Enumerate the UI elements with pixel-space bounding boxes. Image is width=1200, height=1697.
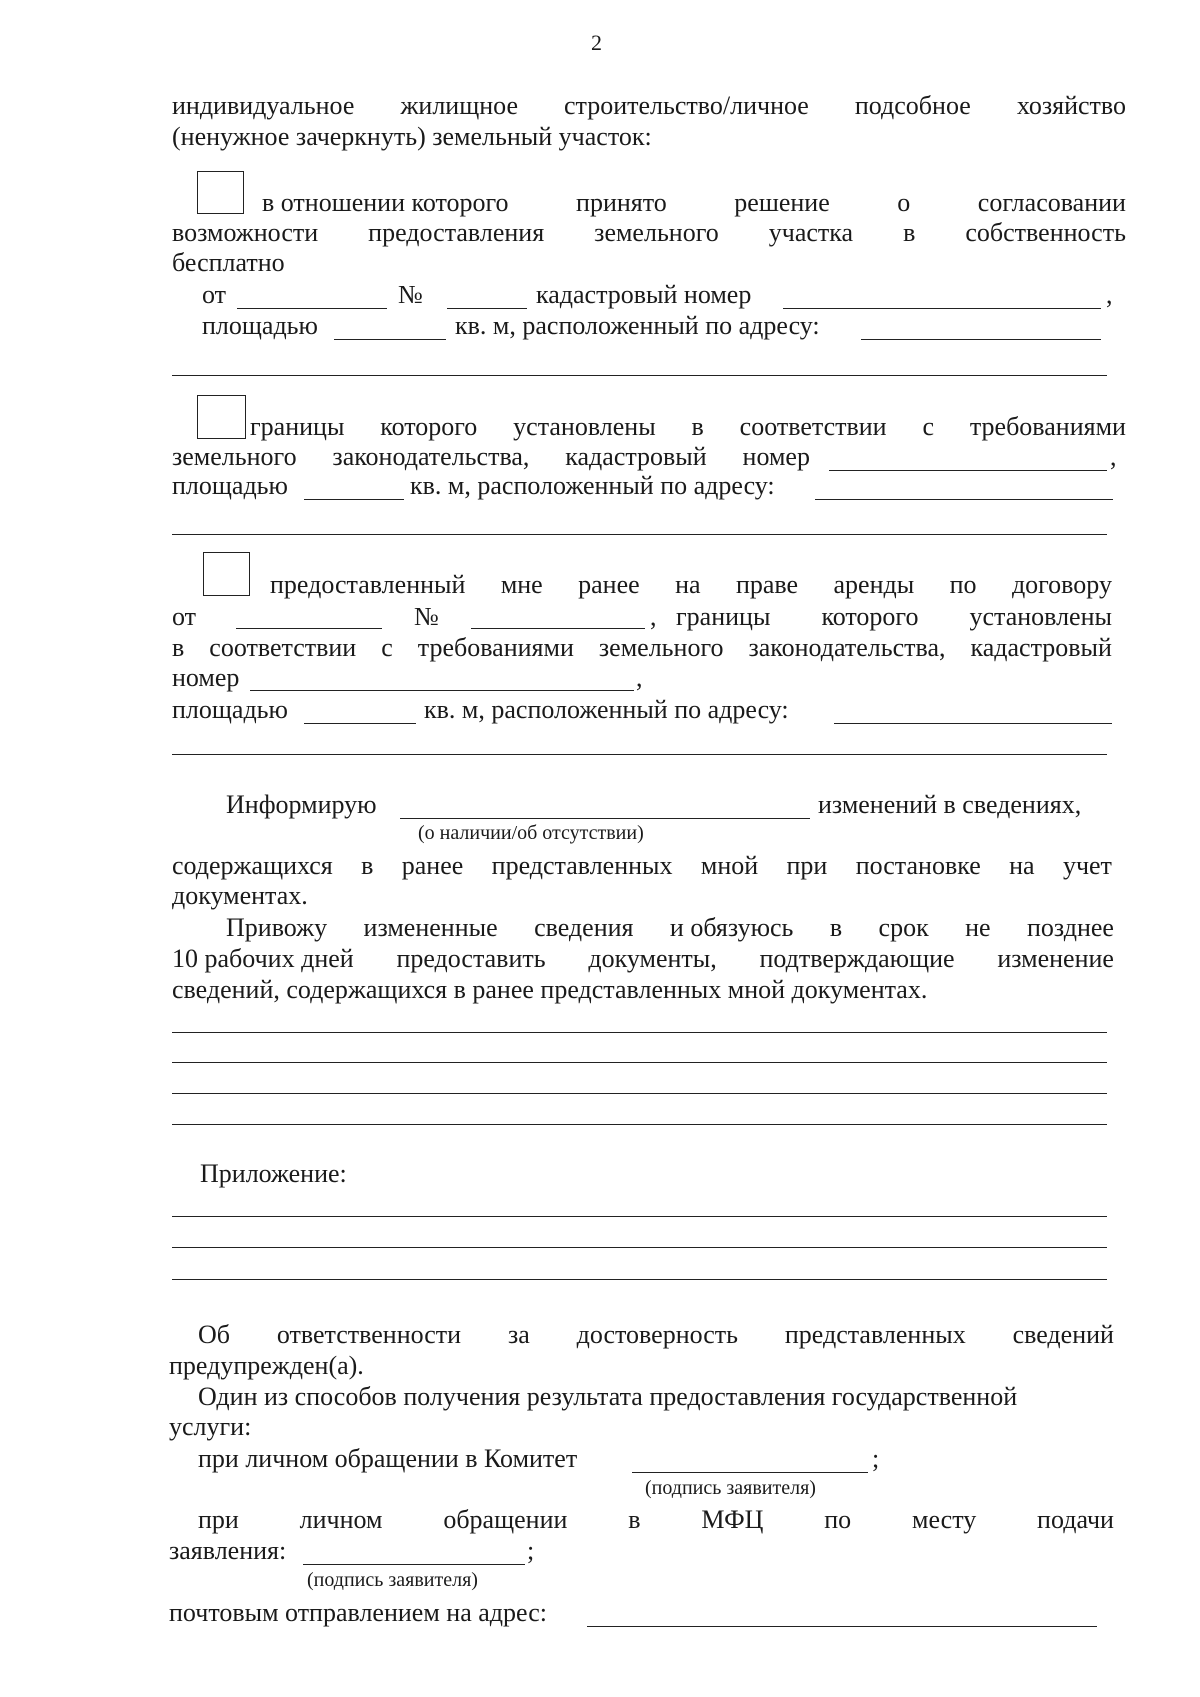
inform-line-3: документах. (172, 881, 308, 910)
intro-word: индивидуальное (172, 91, 355, 120)
provide-word: изменение (997, 944, 1114, 973)
responsibility-word: достоверность (576, 1320, 739, 1349)
provide-word: измененные (363, 913, 498, 942)
provide-word: в (829, 913, 843, 942)
inform-word: мной (700, 851, 759, 880)
inform-word: постановке (855, 851, 981, 880)
details-field-4[interactable] (172, 1124, 1107, 1125)
attachment-field-3[interactable] (172, 1279, 1107, 1280)
option-3-date-field[interactable] (236, 628, 382, 629)
option-3-line-3 (172, 635, 1112, 661)
page-number: 2 (591, 30, 602, 55)
option-3-word: кадастровый (970, 633, 1112, 662)
attachment-field-2[interactable] (172, 1247, 1107, 1248)
option-3-word: предоставленный (270, 570, 466, 599)
responsibility-word: Об (198, 1320, 231, 1349)
option-2-cadastral-field[interactable] (829, 470, 1107, 471)
provide-word: подтверждающие (759, 944, 955, 973)
option-3-word: законодательства, (748, 633, 946, 662)
committee-signature-caption: (подпись заявителя) (645, 1477, 816, 1499)
option-3-word: в (172, 633, 185, 662)
option-3-word: земельного (598, 633, 724, 662)
responsibility-word: представленных (784, 1320, 966, 1349)
mfc-signature-caption: (подпись заявителя) (307, 1569, 478, 1591)
intro-word: жилищное (400, 91, 518, 120)
option-3-line-2-tail (676, 604, 1112, 630)
inform-presence-field[interactable] (400, 818, 810, 819)
responsibility-line-2: предупрежден(а). (169, 1351, 364, 1380)
intro-word: хозяйство (1016, 91, 1126, 120)
postal-label: почтовым отправлением на адрес: (169, 1598, 547, 1627)
option-3-word: границы (676, 602, 771, 631)
intro-word: строительство/личное (564, 91, 809, 120)
responsibility-line-1 (198, 1322, 1114, 1348)
option-1-date-field[interactable] (237, 308, 387, 309)
option-3-address-label: кв. м, расположенный по адресу: (424, 695, 789, 724)
postal-address-field[interactable] (587, 1626, 1097, 1627)
application-label: заявления: (169, 1536, 287, 1565)
option-3-word: установлены (969, 602, 1112, 631)
option-2-word: которого (380, 412, 478, 441)
responsibility-word: сведений (1012, 1320, 1114, 1349)
mfc-word: обращении (443, 1505, 568, 1534)
option-1-checkbox[interactable] (197, 171, 244, 214)
provide-word: предоставить (396, 944, 546, 973)
details-field-3[interactable] (172, 1093, 1107, 1094)
inform-word: на (1009, 851, 1035, 880)
option-3-address-field[interactable] (834, 723, 1112, 724)
option-2-word: в (691, 412, 704, 441)
option-1-address-label: кв. м, расположенный по адресу: (455, 311, 820, 340)
provide-word: сведения (534, 913, 634, 942)
mfc-semicolon: ; (527, 1536, 535, 1565)
mfc-line (198, 1507, 1114, 1533)
intro-line-2: (ненужное зачеркнуть) земельный участок: (172, 122, 652, 151)
provide-word: 10 рабочих дней (172, 944, 354, 973)
option-1-word: земельного (594, 218, 719, 247)
option-1-cadastral-label: кадастровый номер (536, 280, 752, 309)
option-2-address-field[interactable] (815, 499, 1113, 500)
mfc-signature-field[interactable] (303, 1564, 525, 1565)
inform-caption: (о наличии/об отсутствии) (418, 822, 644, 844)
provide-word: не (965, 913, 991, 942)
option-2-comma: , (1110, 442, 1117, 471)
option-3-word: по (949, 570, 977, 599)
option-2-word: земельного (172, 442, 297, 471)
option-3-number-field[interactable] (471, 628, 645, 629)
option-1-word: о (897, 188, 911, 217)
option-3-line-1 (270, 572, 1112, 598)
option-2-word: установлены (513, 412, 656, 441)
inform-lead: Информирую (226, 790, 377, 819)
option-3-word: аренды (833, 570, 915, 599)
intro-word: подсобное (854, 91, 971, 120)
option-1-line-3: бесплатно (172, 248, 285, 277)
option-3-checkbox[interactable] (203, 552, 250, 596)
option-2-word: соответствии (739, 412, 887, 441)
responsibility-word: ответственности (276, 1320, 462, 1349)
option-1-number-field[interactable] (447, 308, 527, 309)
option-1-word: решение (734, 188, 830, 217)
option-1-word: в отношении которого (262, 188, 509, 217)
mfc-word: месту (912, 1505, 977, 1534)
delivery-way-line-1: Один из способов получения результата предоставления государственной (198, 1382, 1018, 1411)
provide-word: срок (878, 913, 929, 942)
option-2-line-2 (172, 444, 810, 470)
option-1-word: в (903, 218, 916, 247)
option-1-word: принято (576, 188, 667, 217)
details-field-1[interactable] (172, 1032, 1107, 1033)
option-3-word: договору (1011, 570, 1112, 599)
option-3-number-label: № (414, 602, 439, 631)
option-1-word: возможности (172, 218, 319, 247)
mfc-word: личном (299, 1505, 383, 1534)
option-3-word: ранее (578, 570, 640, 599)
option-3-word: мне (500, 570, 543, 599)
option-1-number-label: № (398, 280, 423, 309)
option-1-line-2 (172, 220, 1126, 246)
committee-label: при личном обращении в Комитет (198, 1444, 578, 1473)
option-3-from-label: от (172, 602, 197, 631)
provide-word: документы, (588, 944, 717, 973)
mfc-word: в (628, 1505, 641, 1534)
option-2-word: законодательства, (332, 442, 530, 471)
option-1-cadastral-field[interactable] (783, 308, 1101, 309)
option-1-area-label: площадью (202, 311, 318, 340)
intro-line-1 (172, 93, 1126, 119)
provide-word: Привожу (226, 913, 328, 942)
option-2-checkbox[interactable] (197, 395, 246, 439)
option-2-word: номер (742, 442, 810, 471)
committee-semicolon: ; (872, 1444, 880, 1473)
option-3-area-label: площадью (172, 695, 288, 724)
option-3-cadastral-field[interactable] (250, 690, 634, 691)
mfc-word: по (824, 1505, 852, 1534)
option-1-word: согласовании (977, 188, 1126, 217)
provide-line-1 (226, 915, 1114, 941)
option-2-area-label: площадью (172, 471, 288, 500)
option-2-word: кадастровый (565, 442, 707, 471)
provide-line-3: сведений, содержащихся в ранее представленных мной документах. (172, 975, 928, 1004)
option-3-comma-2: , (636, 663, 643, 692)
option-3-word: праве (735, 570, 799, 599)
option-1-word: собственность (965, 218, 1126, 247)
inform-word: содержащихся (172, 851, 333, 880)
option-2-word: с (922, 412, 934, 441)
attachment-field-1[interactable] (172, 1216, 1107, 1217)
option-2-line-1 (250, 414, 1126, 440)
option-1-comma: , (1106, 280, 1113, 309)
option-1-line-1 (262, 190, 1126, 216)
option-3-area-field[interactable] (304, 723, 416, 724)
option-1-from-label: от (202, 280, 227, 309)
option-2-address-field-2[interactable] (172, 534, 1107, 535)
inform-word: ранее (401, 851, 464, 880)
option-3-comma-1: , (650, 602, 657, 631)
mfc-word: при (198, 1505, 239, 1534)
option-1-word: участка (768, 218, 854, 247)
option-3-word: требованиями (417, 633, 574, 662)
option-3-address-field-2[interactable] (172, 754, 1107, 755)
option-2-word: требованиями (969, 412, 1126, 441)
inform-line-2 (172, 853, 1112, 879)
mfc-word: МФЦ (701, 1505, 764, 1534)
option-1-area-field[interactable] (334, 339, 446, 340)
attachment-label: Приложение: (200, 1159, 347, 1188)
option-2-word: границы (250, 412, 345, 441)
provide-word: и обязуюсь (669, 913, 794, 942)
delivery-way-line-2: услуги: (169, 1412, 252, 1441)
option-3-word: соответствии (209, 633, 357, 662)
option-3-line-4: номер (172, 663, 240, 692)
provide-word: позднее (1027, 913, 1114, 942)
responsibility-word: за (507, 1320, 530, 1349)
option-1-address-field[interactable] (861, 339, 1101, 340)
option-1-address-field-2[interactable] (172, 375, 1107, 376)
mfc-word: подачи (1037, 1505, 1114, 1534)
inform-word: при (786, 851, 828, 880)
option-1-word: предоставления (368, 218, 545, 247)
committee-signature-field[interactable] (632, 1472, 868, 1473)
provide-line-2 (172, 946, 1114, 972)
inform-word: представленных (491, 851, 673, 880)
option-2-area-field[interactable] (304, 499, 404, 500)
inform-word: в (361, 851, 374, 880)
option-3-word: на (675, 570, 701, 599)
option-3-word: которого (821, 602, 919, 631)
option-3-word: с (381, 633, 393, 662)
details-field-2[interactable] (172, 1062, 1107, 1063)
inform-word: учет (1062, 851, 1112, 880)
inform-tail: изменений в сведениях, (818, 790, 1082, 819)
option-2-address-label: кв. м, расположенный по адресу: (410, 471, 775, 500)
